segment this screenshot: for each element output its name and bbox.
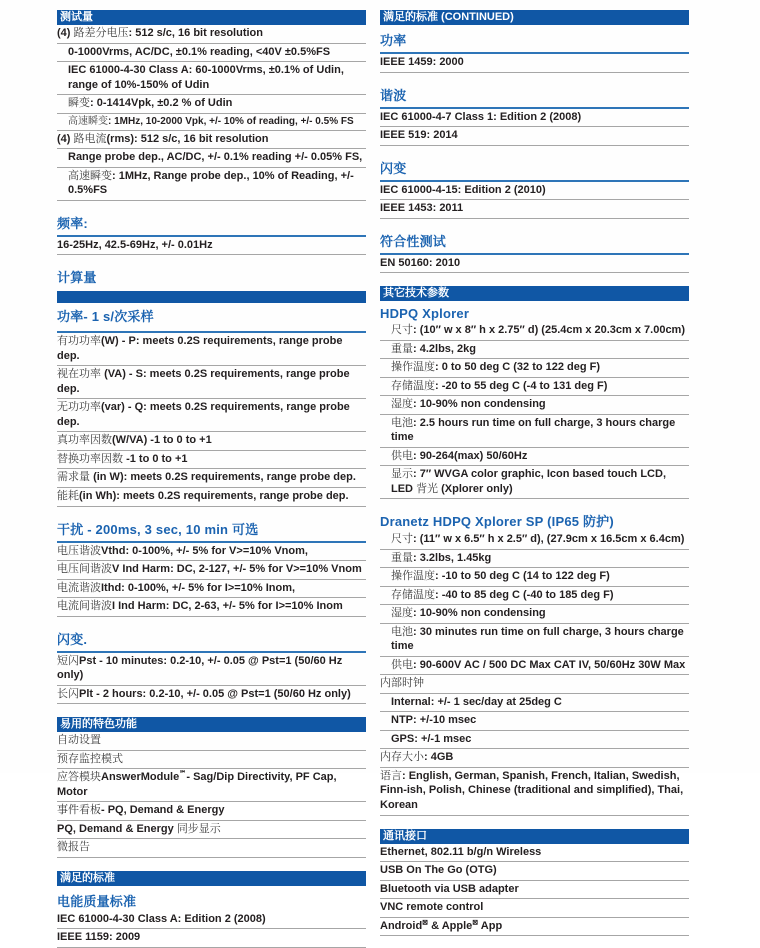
spec-label: 操作温度 [391,570,435,583]
spec-row [380,550,689,569]
spec-row [380,694,689,713]
spec-value: 0-1000Vrms, AC/DC, ±0.1% reading, <40V ±0.5%FS [68,45,331,58]
spec-value: (in W): meets 0.2S requirements, range probe dep. [93,471,356,484]
spec-row [380,881,689,900]
spec-row [57,149,366,168]
spec-row [57,488,366,507]
spec-value: PQ, Demand & Energy [57,822,177,835]
section-subtitle: HDPQ Xplorer [380,306,470,322]
spec-label: 供电 [391,449,413,462]
spec-value: (in Wh): meets 0.2S requirements, range probe dep. [79,489,349,502]
spec-row [380,749,689,768]
spec-value: : 1MHz, 10-2000 Vpk, +/- 10% of reading, +/- 0.5% FS [108,115,354,127]
spec-value: Bluetooth via USB adapter [380,882,519,895]
spec-label: 高速瞬变 [68,115,108,127]
spec-label: 内部时钟 [380,677,424,690]
spec-row [380,322,689,341]
spec-row [57,333,366,366]
spec-label: 能耗 [57,489,79,502]
section-subtitle: Dranetz HDPQ Xplorer SP (IP65 防护) [380,514,614,530]
spec-row [380,378,689,397]
section-header-bar: 测试量 [57,10,366,25]
spec-value: : -40 to 85 deg C (-40 to 185 deg F) [435,588,614,601]
spec-row [57,802,366,821]
spec-label: 长闪 [57,687,79,700]
spec-value: 16-25Hz, 42.5-69Hz, +/- 0.01Hz [57,238,213,251]
spec-label: 电池 [391,625,413,638]
spec-value: IEC 61000-4-30 Class A: 60-1000Vrms, ±0.1% of Udin, range of 10%-150% of Udin [68,64,344,91]
spec-row [57,821,366,840]
spec-value: EN 50160: 2010 [380,256,461,269]
spec-value: VNC remote control [380,901,484,914]
spec-label: 微报告 [57,841,90,854]
divider-bar [57,291,366,303]
spec-label: 高速瞬变 [68,169,112,182]
spec-value: - Sag/Dip Directivity, PF Cap, Motor [57,771,337,798]
spec-row [57,929,366,948]
spec-label: 电流谐波 [57,581,101,594]
spec-row [57,469,366,488]
spec-row [57,911,366,930]
spec-value: GPS: +/-1 msec [391,732,472,745]
spec-value: : 512 s/c, 16 bit resolution [128,27,263,39]
section-subtitle: 干扰 - 200ms, 3 sec, 10 min 可选 [57,517,366,543]
spec-row [380,200,689,219]
spec-value: Android [380,919,423,932]
spec-row [380,624,689,657]
spec-value: : 4.2lbs, 2kg [413,342,476,355]
spec-row [380,54,689,73]
spec-label: 重量 [391,551,413,564]
spec-row [380,127,689,146]
spec-value: : (11″ w x 6.5″ h x 2.5″ d), (27.9cm x 16.5cm x 6.4cm) [413,533,685,546]
section-subtitle: 功率 [380,28,689,54]
spec-value: IEEE 519: 2014 [380,129,458,142]
spec-row [57,366,366,399]
spec-label: 真功率因数 [57,434,112,447]
spec-label: 背光 [416,482,442,495]
spec-row [380,587,689,606]
spec-value: Ithd: 0-100%, +/- 5% for I>=10% Inom, [101,581,296,594]
section-subtitle: 符合性测试 [380,229,689,255]
spec-row [57,732,366,751]
spec-value: NTP: +/-10 msec [391,714,477,727]
section-header-bar: 通讯接口 [380,829,689,844]
spec-row [57,686,366,705]
spec-row [380,862,689,881]
spec-row [57,62,366,95]
spec-row [380,918,689,937]
spec-label: 内存大小 [380,751,424,764]
spec-label: 路差分电压 [73,27,129,39]
spec-value: IEEE 1459: 2000 [380,56,464,68]
spec-label: 操作温度 [391,361,435,374]
spec-row [57,168,366,201]
spec-value: IEC 61000-4-15: Edition 2 (2010) [380,183,546,196]
spec-row [380,341,689,360]
spec-value: & Apple [428,919,473,932]
spec-value: (4) [57,27,74,39]
spec-row [380,109,689,128]
spec-value: AnswerModule [101,771,180,784]
spec-row [57,543,366,562]
spec-label: 供电 [391,658,413,671]
spec-label: 湿度 [391,398,413,411]
section-subtitle: 功率- 1 s/次采样 [57,304,366,333]
spec-value: : 7″ WVGA color graphic, Icon based touch LCD, LED [391,468,666,495]
right-column [380,10,689,932]
spec-label: 显示 [391,468,413,481]
spec-label: 存储温度 [391,379,435,392]
spec-value: : 90-264(max) 50/60Hz [413,449,528,462]
spec-value: (W/VA) -1 to 0 to +1 [112,434,212,447]
spec-row [380,731,689,750]
spec-value: (Xplorer only) [441,482,513,495]
spec-label: 替换功率因数 [57,452,127,465]
superscript-mark-icon: ⊠ [472,918,479,926]
spec-row [57,751,366,770]
spec-value: : 2.5 hours run time on full charge, 3 hours charge time [391,416,676,444]
spec-row [57,237,366,256]
section-subtitle: 闪变 [380,156,689,182]
section-subtitle: 闪变. [57,627,366,653]
spec-row [380,255,689,274]
section-header-bar: 其它技术参数 [380,286,689,301]
spec-row [380,448,689,467]
spec-value: : 1MHz, Range probe dep., 10% of Reading, +/- 0.5%FS [68,169,354,197]
section-header-bar: 满足的标准 (CONTINUED) [380,10,689,25]
spec-row [57,432,366,451]
spec-row [380,712,689,731]
spec-row [380,359,689,378]
spec-value: Plt - 2 hours: 0.2-10, +/- 0.05 @ Pst=1 (50/60 Hz only) [79,687,351,700]
spec-label: 无功功率 [57,401,101,414]
spec-label: 视在功率 [57,368,105,381]
spec-value: -1 to 0 to +1 [126,452,188,465]
spec-value: Internal: +/- 1 sec/day at 25deg C [391,695,562,708]
spec-value: (rms): 512 s/c, 16 bit resolution [106,132,269,145]
section-subtitle: 谐波 [380,83,689,109]
spec-value: V Ind Harm: DC, 2-127, +/- 5% for V>=10% Vnom [112,563,362,576]
spec-value: : (10″ w x 8″ h x 2.75″ d) (25.4cm x 20.3cm x 7.00cm) [413,324,686,337]
spec-label: 电流间谐波 [57,600,112,613]
spec-label: 电池 [391,416,413,429]
spec-row [380,844,689,863]
spec-row [380,768,689,816]
spec-value: Pst - 10 minutes: 0.2-10, +/- 0.05 @ Pst=1 (50/60 Hz only) [57,654,343,682]
spec-row [380,657,689,676]
spec-row [380,531,689,550]
spec-label: 电压谐波 [57,544,101,557]
spec-row [380,415,689,448]
spec-row [57,561,366,580]
spec-value: IEEE 1453: 2011 [380,202,464,215]
spec-label: 湿度 [391,607,413,620]
spec-label: 应答模块 [57,771,101,784]
spec-label: 事件看板 [57,804,101,817]
spec-value: : 0-1414Vpk, ±0.2 % of Udin [90,97,233,110]
spec-row [57,25,366,44]
section-subtitle: 频率: [57,211,366,237]
spec-value: Vthd: 0-100%, +/- 5% for V>=10% Vnom, [101,544,308,557]
section-subtitle: 计算量 [57,270,97,286]
spec-row [57,44,366,63]
spec-row [380,466,689,499]
spec-value: : 10-90% non condensing [413,607,546,620]
spec-value: IEEE 1159: 2009 [57,931,141,944]
spec-value: : -20 to 55 deg C (-4 to 131 deg F) [435,379,608,392]
spec-row [380,396,689,415]
spec-label: 路电流 [73,132,107,145]
spec-value: USB On The Go (OTG) [380,864,497,877]
spec-value: : 10-90% non condensing [413,398,546,411]
spec-row [57,598,366,617]
spec-row [57,839,366,858]
spec-label: 存储温度 [391,588,435,601]
spec-row [380,605,689,624]
spec-row [57,653,366,686]
spec-row [57,114,366,131]
spec-label: 语言 [380,769,402,782]
spec-row [57,451,366,470]
spec-value: IEC 61000-4-30 Class A: Edition 2 (2008) [57,912,266,925]
spec-row [57,399,366,432]
spec-value: : 30 minutes run time on full charge, 3 hours charge time [391,625,684,653]
spec-value: : English, German, Spanish, French, Italian, Swedish, Finn-ish, Polish, Chinese (traditional and simplified), Thai, Korean [380,769,684,811]
superscript-mark-icon: ℠ [179,770,187,778]
spec-row [380,899,689,918]
spec-value: : 0 to 50 deg C (32 to 122 deg F) [435,361,601,374]
spec-value: - PQ, Demand & Energy [101,804,225,817]
spec-value: (W) - P: meets 0.2S requirements, range probe dep. [57,335,343,362]
spec-label: 重量 [391,342,413,355]
spec-value: Range probe dep., AC/DC, +/- 0.1% reading +/- 0.05% FS, [68,151,363,164]
spec-value: App [478,919,503,932]
spec-value: (4) [57,132,74,145]
section-header-bar: 易用的特色功能 [57,717,366,732]
spec-label: 同步显示 [176,822,221,835]
spec-label: 需求量 [57,471,94,484]
spec-value: : 90-600V AC / 500 DC Max CAT IV, 50/60Hz 30W Max [413,658,686,671]
section-subtitle: 电能质量标准 [57,893,137,909]
spec-label: 电压间谐波 [57,563,112,576]
spec-row [380,568,689,587]
spec-row [380,675,689,694]
spec-value: Ethernet, 802.11 b/g/n Wireless [380,845,542,858]
spec-row [57,769,366,802]
spec-label: 短闪 [57,654,79,667]
spec-label: 有功功率 [57,335,101,348]
spec-label: 尺寸 [391,533,413,546]
spec-row [380,182,689,201]
spec-value: (var) - Q: meets 0.2S requirements, range probe dep. [57,401,350,428]
spec-value: : 3.2lbs, 1.45kg [413,551,492,564]
spec-row [57,131,366,150]
spec-label: 尺寸 [391,324,413,337]
spec-label: 预存监控模式 [57,752,123,765]
superscript-mark-icon: ⊠ [422,918,429,926]
spec-label: 瞬变 [68,97,90,110]
spec-label: 自动设置 [57,734,101,747]
spec-value: (VA) - S: meets 0.2S requirements, range probe dep. [57,368,350,395]
spec-value: IEC 61000-4-7 Class 1: Edition 2 (2008) [380,110,582,123]
spec-value: : -10 to 50 deg C (14 to 122 deg F) [435,570,610,583]
spec-row [57,580,366,599]
spec-value: I Ind Harm: DC, 2-63, +/- 5% for I>=10% Inom [112,600,343,613]
section-header-bar: 满足的标准 [57,871,366,886]
spec-value: : 4GB [424,751,454,764]
left-column [57,10,366,944]
spec-row [57,95,366,114]
